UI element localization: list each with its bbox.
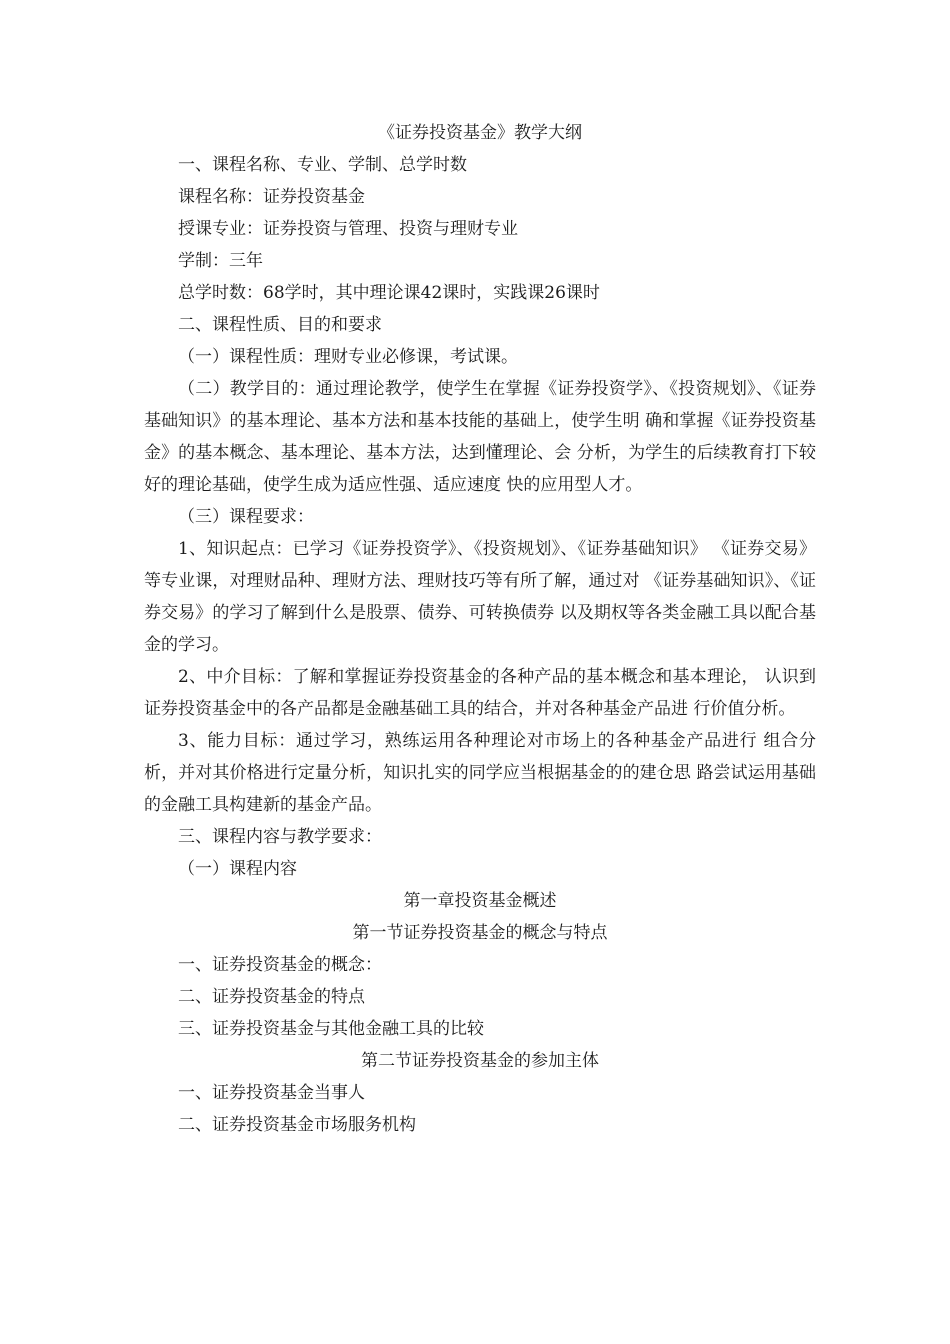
requirements-heading: （三）课程要求： — [178, 507, 314, 527]
requirement-3-paragraph: 3、能力目标：通过学习，熟练运用各种理论对市场上的各种基金产品进行 组合分析，并对其价格进行定量分析，知识扎实的同学应当根据基金的的建仓思 路尝试运用基础的金融工具构建新的基金产品。 — [144, 731, 816, 815]
document-title: 《证券投资基金》教学大纲 — [378, 123, 582, 143]
chapter-1-title: 第一章投资基金概述 — [403, 891, 557, 911]
list-item: 二、证券投资基金市场服务机构 — [178, 1115, 416, 1135]
document-body — [144, 117, 816, 1141]
section-heading-1: 一、课程名称、专业、学制、总学时数 — [178, 155, 467, 175]
course-nature: （一）课程性质：理财专业必修课，考试课。 — [178, 347, 518, 367]
course-purpose-paragraph: （二）教学目的：通过理论教学，使学生在掌握《证券投资学》、《投资规划》、《证券基础知识》的基本理论、基本方法和基本技能的基础上，使学生明 确和掌握《证券投资基金》的基本概念、基本理论、基本方法，达到懂理论、会 分析，为学生的后续教育打下较好的理论基础，使学生成为适应性强、适应速度 快的应用型人才。 — [144, 379, 816, 495]
requirement-2-paragraph: 2、中介目标：了解和掌握证券投资基金的各种产品的基本概念和基本理论， 认识到证券投资基金中的各产品都是金融基础工具的结合，并对各种基金产品进 行价值分析。 — [144, 667, 816, 719]
course-major: 授课专业：证券投资与管理、投资与理财专业 — [178, 219, 518, 239]
list-item: 一、证券投资基金当事人 — [178, 1083, 365, 1103]
requirement-1-paragraph: 1、知识起点：已学习《证券投资学》、《投资规划》、《证券基础知识》 《证券交易》等专业课，对理财品种、理财方法、理财技巧等有所了解，通过对 《证券基础知识》、《证券交易》的学习了解到什么是股票、债券、可转换债券 以及期权等各类金融工具以配合基金的学习。 — [144, 539, 816, 655]
list-item: 二、证券投资基金的特点 — [178, 987, 365, 1007]
list-item: 一、证券投资基金的概念： — [178, 955, 382, 975]
course-duration: 学制：三年 — [178, 251, 263, 271]
course-hours: 总学时数：68学时，其中理论课42课时，实践课26课时 — [178, 283, 600, 303]
section-2-title: 第二节证券投资基金的参加主体 — [361, 1051, 599, 1071]
section-heading-3: 三、课程内容与教学要求： — [178, 827, 382, 847]
course-name: 课程名称：证券投资基金 — [178, 187, 365, 207]
section-heading-2: 二、课程性质、目的和要求 — [178, 315, 382, 335]
list-item: 三、证券投资基金与其他金融工具的比较 — [178, 1019, 484, 1039]
section-1-title: 第一节证券投资基金的概念与特点 — [352, 923, 608, 943]
course-content-heading: （一）课程内容 — [178, 859, 297, 879]
